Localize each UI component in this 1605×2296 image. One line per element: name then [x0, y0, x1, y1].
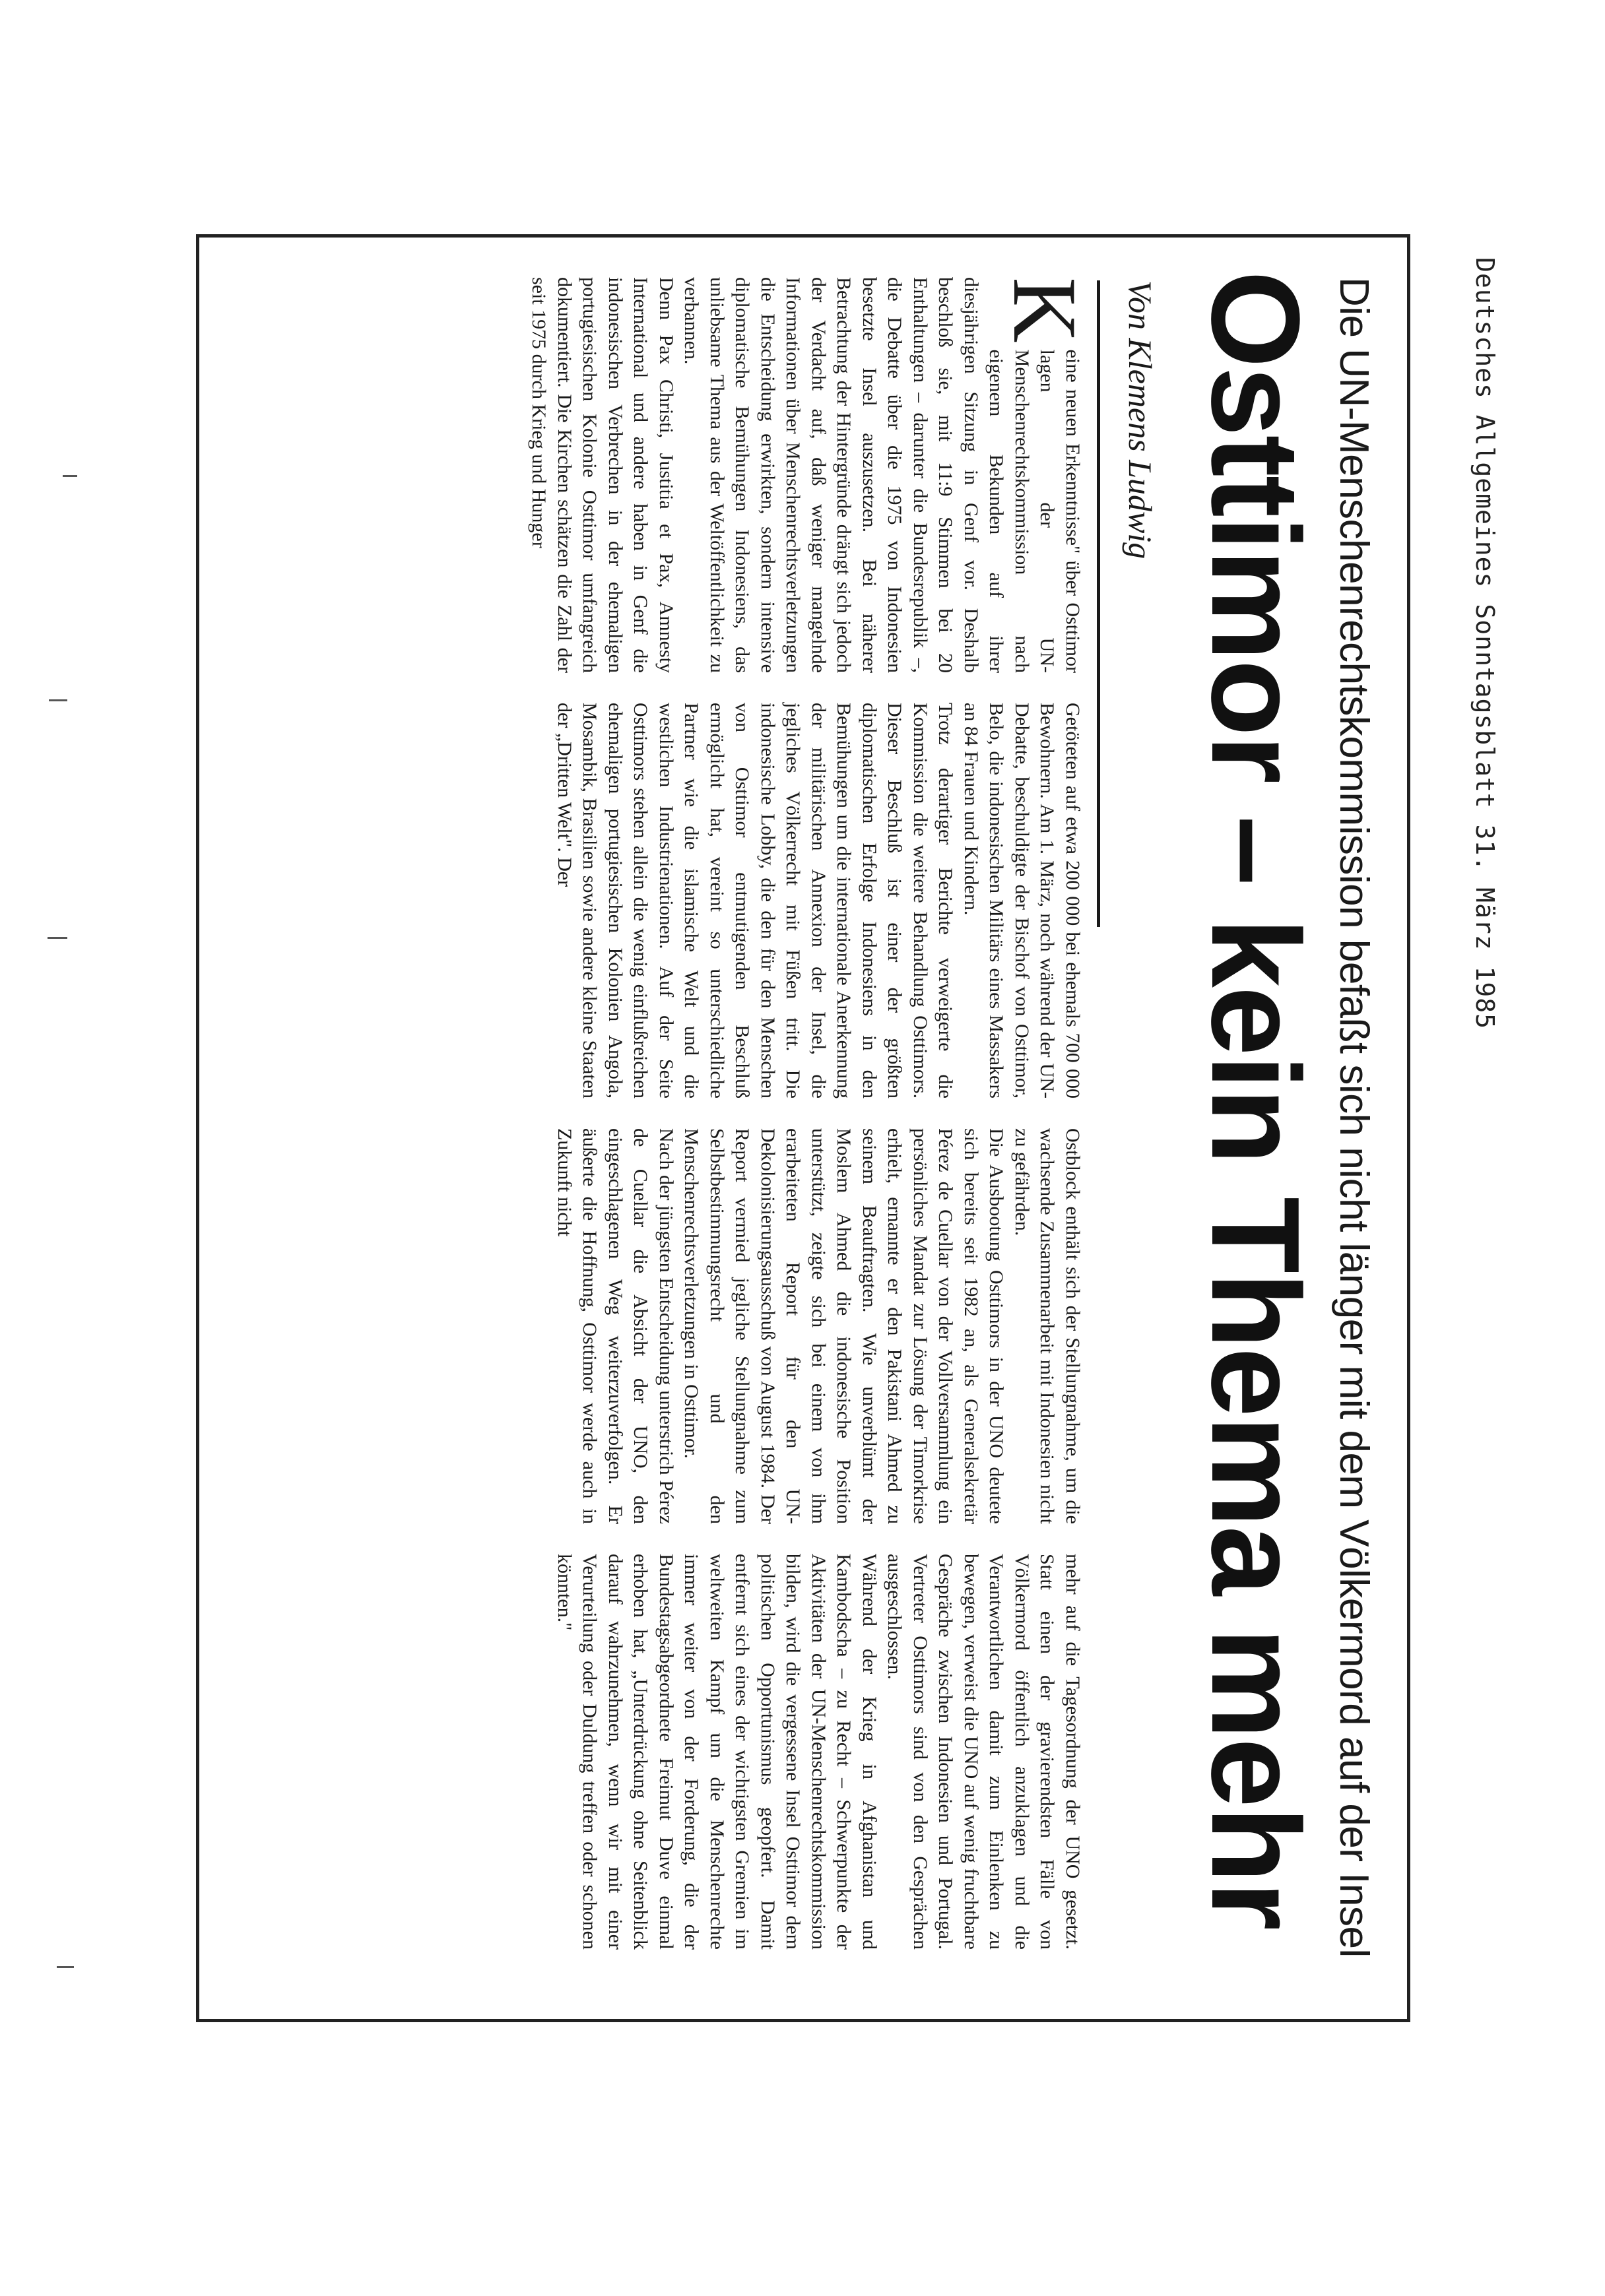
article-paragraph: Nach der jüngsten Entscheidung unterstrich Pérez de Cuellar die Absicht der UNO, den eingeschlagenen Weg weiterzuverfolgen. Er äußerte die Hoffnung, Osttimor werde auch in Zukunft nicht [554, 1128, 677, 1524]
scan-artifact [57, 1966, 74, 1968]
article-paragraph: Ostblock enthält sich der Stellungnahme, um die wachsende Zusammenarbeit mit Indonesien nicht zu gefährden. [1011, 1128, 1084, 1524]
article-kicker: Die UN-Menschenrechtskommission befaßt sich nicht länger mit dem Völkermord auf der Insel [1331, 277, 1377, 1958]
article-column-1 [220, 277, 1096, 673]
article-paragraph: Getöteten auf etwa 200 000 bei ehemals 700 000 Bewohnern. Am 1. März, noch während der UN-Debatte, beschuldigte der Bischof von Osttimor, Belo, die indonesischen Militärs eines Massakers an 84 Frauen und Kindern. [960, 703, 1084, 1099]
article-paragraph: Während der Krieg in Afghanistan und Kambodscha – zu Recht – Schwerpunkte der Aktivitäten der UN-Menschenrechtskommission bilden, wird die vergessene Insel Osttimor dem politischen Opportunismus geopfert. Damit entfernt sich eines der wichtigsten Gremien im weltweiten Kampf um die Menschenrechte immer weiter von der Forderung, die der Bundestagsabgeordnete Freimut Duve einmal erhoben hat, „Unterdrückung ohne Seitenblick darauf wahrzunehmen, wenn wir mit einer Verurteilung oder Duldung treffen oder schonen könnten." [554, 1554, 880, 1950]
article-paragraph: Trotz derartiger Berichte verweigerte die Kommission die weitere Behandlung Osttimors. Dieser Beschluß ist einer der größten diplomatischen Erfolge Indonesiens in den Bemühungen um die internationale Anerkennung der militärischen Annexion der Insel, die jegliches Völkerrecht mit Füßen tritt. Die indonesische Lobby, die den für den Menschen von Osttimor entmutigenden Beschluß ermöglicht hat, vereint so unterschiedliche Partner wie die islamische Welt und die westlichen Industrienationen. Auf der Seite Osttimors stehen allein die wenig einflußreichen ehemaligen portugiesischen Kolonien Angola, Mosambik, Brasilien sowie andere kleine Staaten der „Dritten Welt". Der [554, 703, 957, 1099]
source-citation: Deutsches Allgemeines Sonntagsblatt 31. März 1985 [1470, 257, 1499, 1030]
drop-cap: K [995, 277, 1096, 343]
article-column-2 [220, 703, 1085, 1099]
byline-rule [1097, 280, 1100, 927]
paragraph-text: eine neuen Erkenntnisse" über Osttimor lagen der UN-Menschenrechtskommission nach eigenem Bekunden auf ihrer diesjährigen Sitzung in Genf vor. Deshalb beschloß sie, mit 11:9 Stimmen bei 20 Enthaltungen – darunter die Bundesrepublik –, die Debatte über die 1975 von Indonesien besetzte Insel auszusetzen. Bei näherer Betrachtung der Hintergründe drängt sich jedoch der Verdacht auf, daß weniger mangelnde Informationen über Menschenrechtsverletzungen die Entscheidung erwirkten, sondern intensive diplomatische Bemühungen Indonesiens, das unliebsame Thema aus der Weltöffentlichkeit zu verbannen. [680, 277, 1084, 673]
scan-artifact [48, 937, 67, 939]
scan-artifact [49, 699, 67, 701]
article-paragraph: Denn Pax Christi, Justitia et Pax, Amnesty International und andere haben in Genf die indonesischen Verbrechen in der ehemaligen portugiesischen Kolonie Osttimor umfangreich dokumentiert. Die Kirchen schätzen die Zahl der seit 1975 durch Krieg und Hunger [528, 277, 677, 673]
article-column-4 [220, 1554, 1085, 1950]
scan-artifact [63, 475, 77, 477]
article-paragraph: Die Ausbootung Osttimors in der UNO deutete sich bereits seit 1982 an, als Generalsekretär Pérez de Cuellar von der Vollversammlung ein persönliches Mandat zur Lösung der Timorkrise erhielt, ernannte er den Pakistani Ahmed zu seinem Beauftragten. Wie unverblümt der Moslem Ahmed die indonesische Position unterstützt, zeigte sich bei einem von ihm erarbeiteten Report für den UN-Dekolonisierungsausschuß von August 1984. Der Report vermied jegliche Stellungnahme zum Selbstbestimmungsrecht und den Menschenrechtsverletzungen in Osttimor. [680, 1128, 1008, 1524]
article-paragraph: mehr auf die Tagesordnung der UNO gesetzt. Statt einen der gravierendsten Fälle von Völkermord öffentlich anzuklagen und die Verantwortlichen damit zum Einlenken zu bewegen, verweist die UNO auf wenig fruchtbare Gespräche zwischen Indonesien und Portugal. Vertreter Osttimors sind von den Gesprächen ausgeschlossen. [884, 1554, 1084, 1950]
article-paragraph [678, 277, 1096, 673]
article-byline: Von Klemens Ludwig [1122, 280, 1159, 559]
article-column-3 [220, 1128, 1085, 1524]
article-headline: Osttimor – kein Thema mehr [1185, 271, 1325, 1929]
article-clipping [196, 234, 1410, 2022]
